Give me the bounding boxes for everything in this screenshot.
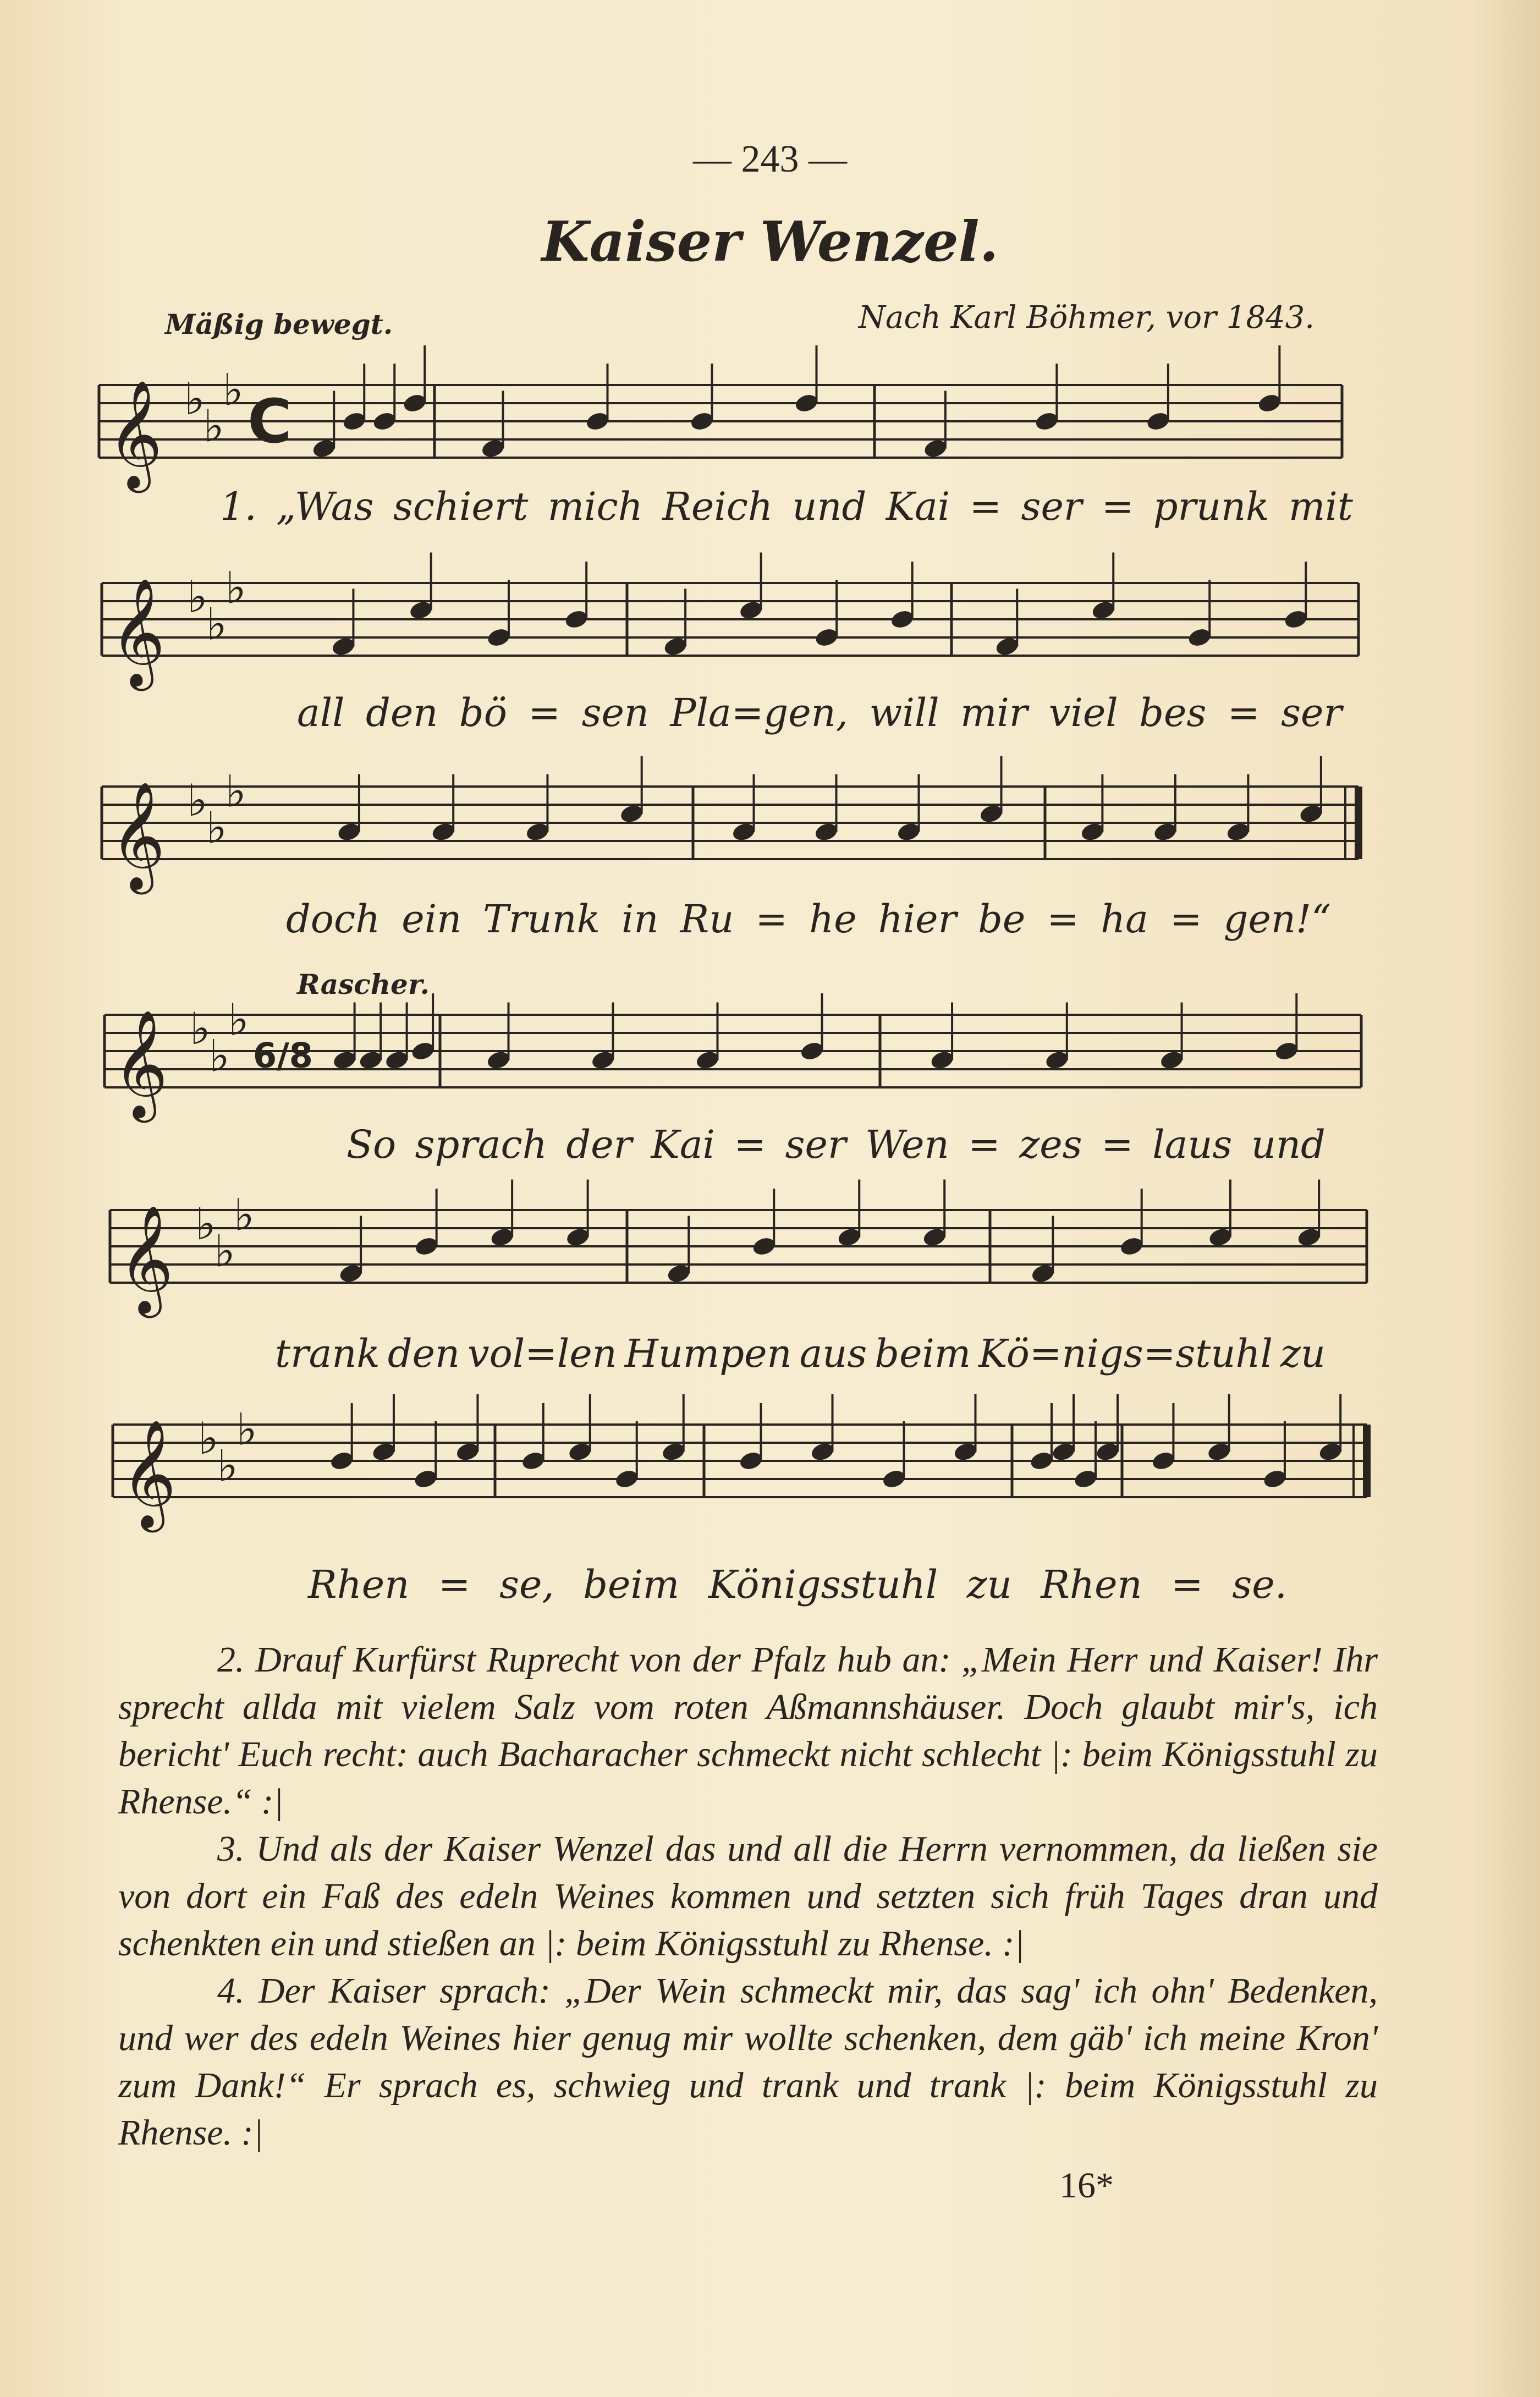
composer-note: Nach Karl Böhmer, vor 1843. xyxy=(859,300,1314,336)
lyric-syllable: = xyxy=(1101,1122,1134,1167)
lyric-syllable: Trunk xyxy=(483,897,600,942)
lyric-syllable: 1. xyxy=(220,484,257,529)
lyric-syllable: bö xyxy=(459,690,507,735)
lyric-syllable: = xyxy=(1227,690,1260,735)
lyric-syllable: Rhen xyxy=(1041,1562,1142,1607)
lyric-syllable: zu xyxy=(1280,1331,1326,1376)
lyric-syllable: he xyxy=(809,897,857,942)
lyric-syllable: So xyxy=(346,1122,397,1167)
flat-icon: ♭ xyxy=(215,1225,235,1277)
lyric-syllable: beim xyxy=(583,1562,680,1607)
lyric-syllable: „Was xyxy=(276,484,374,529)
flat-icon: ♭ xyxy=(204,400,224,452)
lyric-syllable: Kai xyxy=(651,1122,715,1167)
lyric-syllable: = xyxy=(734,1122,767,1167)
flat-icon: ♭ xyxy=(187,571,208,623)
lyric-syllable: = xyxy=(755,897,788,942)
flat-icon: ♭ xyxy=(190,1003,211,1054)
lyric-syllable: bes xyxy=(1139,690,1207,735)
flat-icon: ♭ xyxy=(198,1413,219,1464)
lyrics-line-1 xyxy=(220,484,1353,529)
treble-clef-icon: 𝄞 xyxy=(121,1419,177,1528)
lyrics-line-4 xyxy=(346,1122,1326,1167)
lyrics-line-5 xyxy=(275,1331,1326,1376)
lyric-syllable: aus xyxy=(799,1331,867,1376)
flat-icon: ♭ xyxy=(187,775,208,826)
flat-icon: ♭ xyxy=(195,1198,216,1250)
flat-icon: ♭ xyxy=(223,364,244,416)
lyric-syllable: se. xyxy=(1232,1562,1287,1607)
lyric-syllable: ser xyxy=(1281,690,1342,735)
lyric-syllable: Wen xyxy=(865,1122,949,1167)
lyric-syllable: mit xyxy=(1288,484,1353,529)
lyric-syllable: doch xyxy=(286,897,381,942)
lyric-syllable: den xyxy=(387,1331,460,1376)
lyric-syllable: Pla=gen, xyxy=(670,690,848,735)
lyric-syllable: ein xyxy=(402,897,462,942)
signature-mark: 16* xyxy=(1059,2165,1114,2206)
lyric-syllable: und xyxy=(1251,1122,1326,1167)
treble-clef-icon: 𝄞 xyxy=(110,578,166,686)
lyric-syllable: schiert xyxy=(393,484,529,529)
verse-4: 4. Der Kaiser sprach: „Der Wein schmeckt mir, das sag' ich ohn' Bedenken, und wer des edeln Weines hier genug mir wollte schenken, dem gäb' ich meine Kron' zum Dank!“ Er sprach es, schwieg und trank und trank |: beim Königsstuhl zu Rhense. :| xyxy=(118,1971,1378,2153)
lyric-syllable: Königsstuhl xyxy=(708,1562,938,1607)
verse-3: 3. Und als der Kaiser Wenzel das und all die Herrn vernommen, da ließen sie von dort ein Faß des edeln Weines kommen und setzten sich früh Tages dran und schenkten ein und stießen an |: beim Königsstuhl zu Rhense. :| xyxy=(118,1829,1378,1964)
lyric-syllable: laus xyxy=(1152,1122,1233,1167)
lyric-syllable: will xyxy=(869,690,939,735)
lyric-syllable: ser xyxy=(785,1122,846,1167)
verse-2: 2. Drauf Kurfürst Ruprecht von der Pfalz hub an: „Mein Herr und Kaiser! Ihr sprecht allda mit vielem Salz vom roten Aßmannshäuser. Doch glaubt mir's, ich bericht' Euch recht: auch Bacharacher schmeckt nicht schlecht |: beim Königsstuhl zu Rhense.“ :| xyxy=(118,1640,1378,1822)
lyric-syllable: in xyxy=(622,897,659,942)
lyric-syllable: vol=len xyxy=(468,1331,617,1376)
flat-icon: ♭ xyxy=(228,994,249,1046)
lyric-syllable: Rhen xyxy=(308,1562,410,1607)
lyric-syllable: = xyxy=(969,484,1002,529)
lyrics-line-6 xyxy=(308,1562,1287,1607)
tempo-marking: Mäßig bewegt. xyxy=(165,308,393,340)
flat-icon: ♭ xyxy=(184,373,205,425)
lyric-syllable: = xyxy=(1101,484,1134,529)
flat-icon: ♭ xyxy=(209,1030,230,1082)
lyric-syllable: Reich xyxy=(662,484,773,529)
treble-clef-icon: 𝄞 xyxy=(107,380,163,488)
lyric-syllable: = xyxy=(968,1122,1000,1167)
lyric-syllable: ha xyxy=(1101,897,1148,942)
flat-icon: ♭ xyxy=(226,562,246,614)
lyric-syllable: viel xyxy=(1048,690,1118,735)
lyric-syllable: be xyxy=(978,897,1026,942)
treble-clef-icon: 𝄞 xyxy=(113,1009,168,1118)
lyric-syllable: se, xyxy=(499,1562,554,1607)
common-time-icon: C xyxy=(248,386,292,457)
lyric-syllable: = xyxy=(528,690,561,735)
song-title: Kaiser Wenzel. xyxy=(541,209,999,274)
lyric-syllable: hier xyxy=(878,897,957,942)
lyric-syllable: beim xyxy=(875,1331,971,1376)
lyric-syllable: trank xyxy=(275,1331,380,1376)
lyric-syllable: Ru xyxy=(680,897,734,942)
lyric-syllable: zu xyxy=(966,1562,1012,1607)
lyric-syllable: Kö=nigs=stuhl xyxy=(978,1331,1273,1376)
flat-icon: ♭ xyxy=(206,802,227,854)
tempo-change: Rascher. xyxy=(297,968,430,1000)
flat-icon: ♭ xyxy=(226,766,246,817)
lyric-syllable: Humpen xyxy=(624,1331,792,1376)
lyric-syllable: sprach xyxy=(415,1122,547,1167)
lyrics-line-2 xyxy=(297,690,1342,735)
lyric-syllable: ser xyxy=(1021,484,1082,529)
lyrics-line-3 xyxy=(286,897,1331,942)
treble-clef-icon: 𝄞 xyxy=(118,1205,174,1313)
flat-icon: ♭ xyxy=(237,1404,257,1455)
lyric-syllable: und xyxy=(792,484,867,529)
lyric-syllable: prunk xyxy=(1153,484,1269,529)
lyric-syllable: = xyxy=(1171,1562,1203,1607)
lyric-syllable: all xyxy=(297,690,345,735)
treble-clef-icon: 𝄞 xyxy=(110,781,166,890)
flat-icon: ♭ xyxy=(217,1440,238,1492)
page-number: — 243 — xyxy=(693,138,847,180)
verses-block xyxy=(118,1636,1378,2209)
lyric-syllable: sen xyxy=(581,690,650,735)
lyric-syllable: mir xyxy=(960,690,1028,735)
lyric-syllable: = xyxy=(1169,897,1202,942)
lyric-syllable: = xyxy=(438,1562,471,1607)
lyric-syllable: Kai xyxy=(886,484,950,529)
lyric-syllable: den xyxy=(366,690,438,735)
lyric-syllable: mich xyxy=(547,484,643,529)
time-signature: 6/8 xyxy=(253,1035,313,1076)
lyric-syllable: zes xyxy=(1019,1122,1082,1167)
flat-icon: ♭ xyxy=(206,598,227,650)
flat-icon: ♭ xyxy=(234,1189,255,1241)
lyric-syllable: gen!“ xyxy=(1223,897,1331,942)
lyric-syllable: der xyxy=(566,1122,632,1167)
lyric-syllable: = xyxy=(1047,897,1080,942)
